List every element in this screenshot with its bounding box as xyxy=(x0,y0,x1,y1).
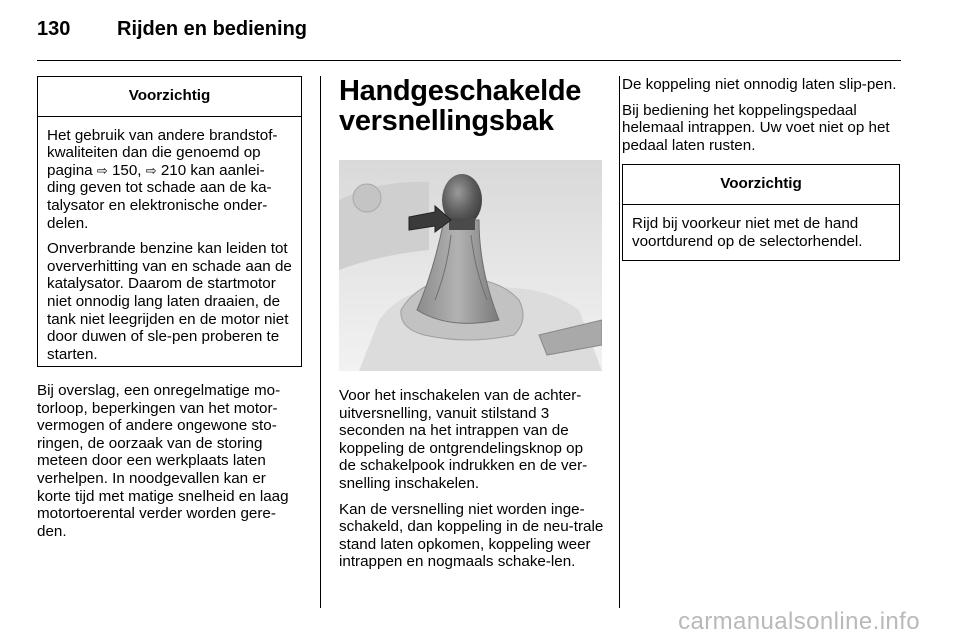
body-paragraph: Bij bediening het koppelingspedaal helemaal intrappen. Uw voet niet op het pedaal laten rusten. xyxy=(622,101,890,154)
page-reference-icon: ⇨ xyxy=(96,162,108,178)
header-rule xyxy=(37,60,901,61)
caution-title: Voorzichtig xyxy=(623,165,899,205)
column-right xyxy=(622,76,902,261)
caution-box xyxy=(37,76,302,367)
caution-body xyxy=(38,117,301,374)
column-divider xyxy=(619,76,620,608)
column-divider xyxy=(320,76,321,608)
body-paragraph: Kan de versnelling niet worden inge-schakeld, dan koppeling in de neu-trale stand laten opkomen, koppeling weer intrappen en nogmaals schake-len. xyxy=(339,500,604,571)
gear-lever-drawing xyxy=(339,160,602,371)
page-title: Rijden en bediening xyxy=(117,18,308,40)
section-heading: Handgeschakelde versnellingsbak xyxy=(339,75,582,137)
caution-body xyxy=(623,205,899,260)
body-paragraph: Voor het inschakelen van de achter-uitversnelling, vanuit stilstand 3 seconden na het intrappen van de koppeling de ontgrendelingsknop op de schakelpook indrukken en de ver-snelling inschakelen. xyxy=(339,387,588,492)
gearshift-illustration xyxy=(339,160,602,371)
page-header xyxy=(37,18,307,48)
caution-text-b: 150, xyxy=(107,161,146,179)
caution-text-c: 210 kan aanlei-ding geven tot schade aan de ka-talysator en elektronische onder-delen. xyxy=(47,161,272,232)
page-number: 130 xyxy=(37,18,71,40)
body-paragraph: De koppeling niet onnodig laten slip-pen. xyxy=(622,76,897,93)
caution-text-a: Het gebruik van andere brandstof-kwaliteiten dan die genoemd op pagina xyxy=(47,126,278,179)
page-reference-icon: ⇨ xyxy=(145,162,157,178)
caution-box xyxy=(622,164,900,261)
column-left xyxy=(37,76,302,548)
body-paragraph: Bij overslag, een onregelmatige mo-torloop, beperkingen van het motor-vermogen of andere ongewone sto-ringen, de oorzaak van de storing meteen door een werkplaats laten verhelpen. In noodgevallen kan er korte tijd met matige snelheid en laag motortoerental verder worden gere-den. xyxy=(37,382,289,540)
caution-paragraph: Onverbrande benzine kan leiden tot oververhitting van en schade aan de katalysator. Daarom de startmotor niet onnodig lang laten draaien, de tank niet leegrijden en de motor niet door duwen of sle-pen proberen te starten. xyxy=(47,240,292,363)
watermark: carmanualsonline.info xyxy=(678,608,920,635)
column-middle xyxy=(339,76,604,579)
caution-paragraph: Rijd bij voorkeur niet met de hand voortdurend op de selectorhendel. xyxy=(632,214,863,250)
caution-title: Voorzichtig xyxy=(38,77,301,117)
caution-paragraph xyxy=(47,127,292,233)
